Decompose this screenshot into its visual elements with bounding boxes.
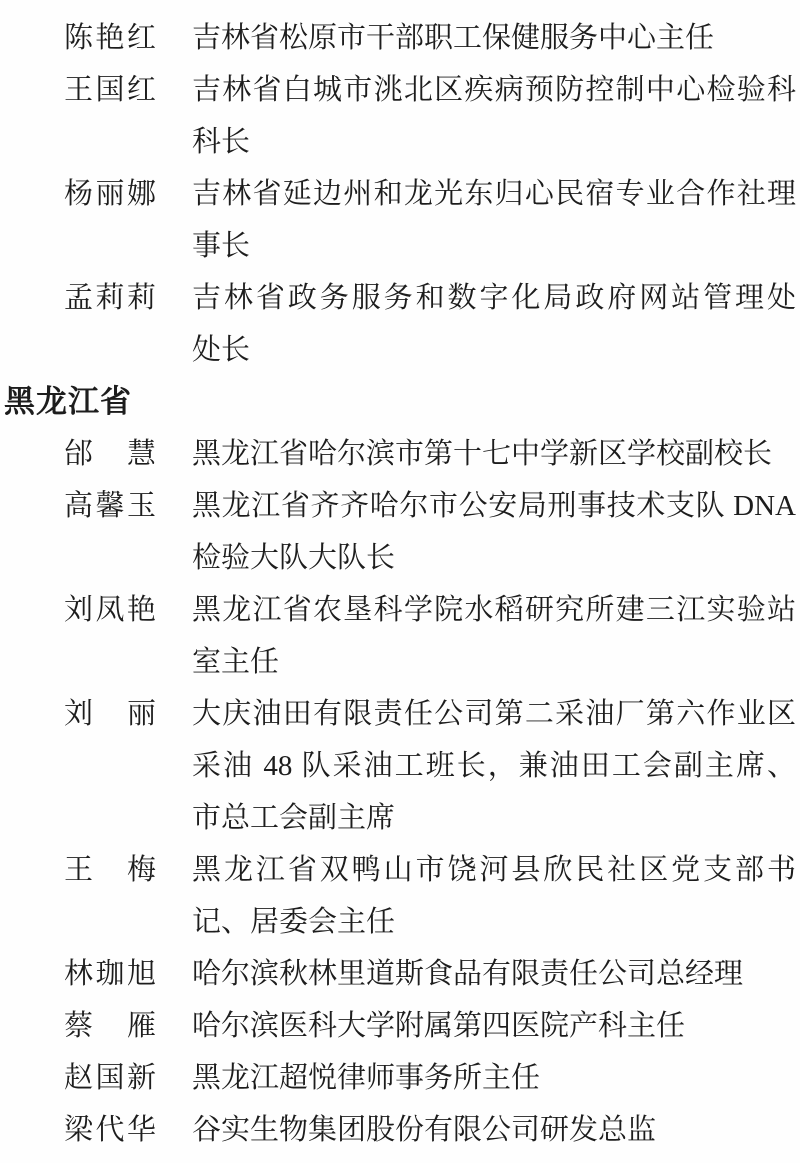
laureate-title-line: 吉林省延边州和龙光东归心民宿专业合作社理 [192,178,796,210]
laureate-entry [0,480,800,584]
laureate-title [192,168,796,272]
laureate-title [192,584,796,688]
laureate-title-line: 科长 [192,126,251,158]
laureate-title-line: 大庆油田有限责任公司第二采油厂第六作业区 [192,698,796,730]
laureate-title-line: 记、居委会主任 [192,906,396,938]
laureate-entry [0,64,800,168]
laureate-title [192,272,796,376]
laureate-entry [0,168,800,272]
laureate-name: 邰 慧 [64,438,156,470]
laureate-entry [0,1104,800,1156]
laureate-entry [0,844,800,948]
laureate-title-line: 市总工会副主席 [192,802,396,834]
laureate-title-line: 黑龙江省哈尔滨市第十七中学新区学校副校长 [192,438,773,470]
laureate-title [192,428,796,480]
laureate-entry [0,428,800,480]
laureate-entry [0,584,800,688]
laureate-name: 蔡 雁 [64,1010,156,1042]
laureate-title-line: 事长 [192,230,251,262]
laureate-name: 孟莉莉 [64,282,156,314]
laureate-title [192,1104,796,1156]
laureate-entry [0,1052,800,1104]
laureate-name: 王 梅 [64,854,156,886]
laureate-name: 赵国新 [64,1062,156,1094]
laureate-name: 林珈旭 [64,958,156,990]
laureate-title-line: 黑龙江省农垦科学院水稻研究所建三江实验站 [192,594,796,626]
laureate-entry [0,688,800,844]
laureate-title-line: 吉林省白城市洮北区疾病预防控制中心检验科 [192,74,796,106]
laureate-title-line: 采油 48 队采油工班长，兼油田工会副主席、 [192,750,796,782]
laureate-name: 王国红 [64,74,156,106]
laureate-name: 梁代华 [64,1114,156,1146]
laureate-entry [0,272,800,376]
laureate-entry [0,948,800,1000]
laureate-title-line: 哈尔滨医科大学附属第四医院产科主任 [192,1010,686,1042]
laureate-entry [0,1000,800,1052]
laureate-title [192,1052,796,1104]
laureate-name: 陈艳红 [64,22,156,54]
laureate-title [192,1000,796,1052]
laureate-title-line: 黑龙江省齐齐哈尔市公安局刑事技术支队 DNA [192,490,796,522]
laureate-title-line: 检验大队大队长 [192,542,396,574]
laureate-name: 杨丽娜 [64,178,156,210]
laureate-title-line: 室主任 [192,646,280,678]
laureate-title-line: 哈尔滨秋林里道斯食品有限责任公司总经理 [192,958,744,990]
laureate-title [192,688,796,844]
laureate-title-line: 谷实生物集团股份有限公司研发总监 [192,1114,657,1146]
laureate-name: 高馨玉 [64,490,156,522]
laureate-name: 刘 丽 [64,698,156,730]
laureate-entry [0,12,800,64]
laureate-title-line: 吉林省政务服务和数字化局政府网站管理处 [192,282,796,314]
laureate-title [192,12,796,64]
laureate-title-line: 吉林省松原市干部职工保健服务中心主任 [192,22,715,54]
laureate-title [192,480,796,584]
laureate-title-line: 处长 [192,334,251,366]
laureate-title-line: 黑龙江超悦律师事务所主任 [192,1062,541,1094]
laureate-title [192,64,796,168]
laureate-name: 刘凤艳 [64,594,156,626]
province-section-header: 黑龙江省 [4,384,132,419]
laureate-title [192,844,796,948]
laureate-title-line: 黑龙江省双鸭山市饶河县欣民社区党支部书 [192,854,796,886]
laureate-title [192,948,796,1000]
